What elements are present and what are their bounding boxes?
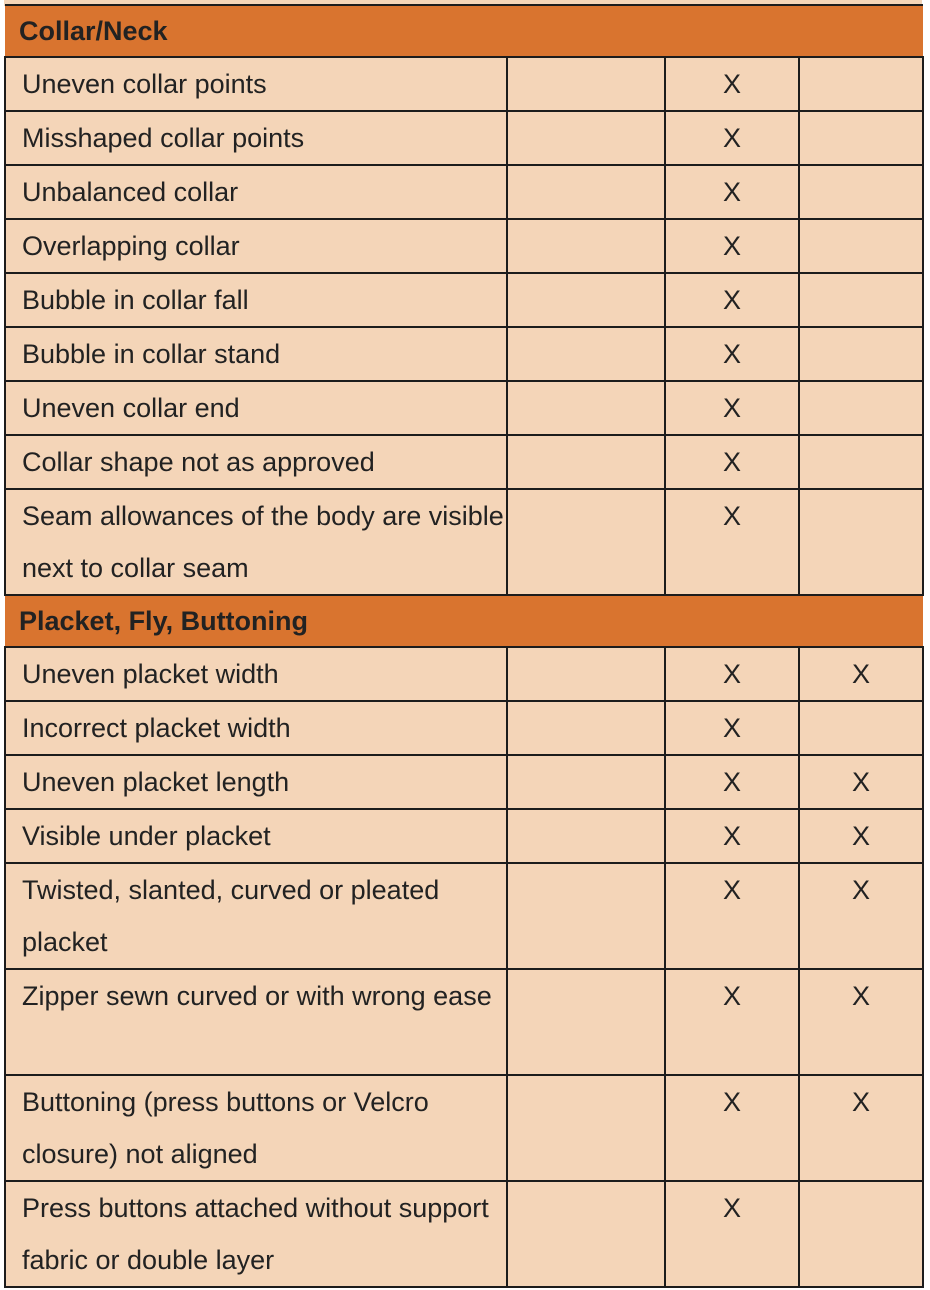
mark-cell-3 <box>799 381 923 435</box>
mark-cell-2: X <box>665 863 799 969</box>
mark-cell-2: X <box>665 809 799 863</box>
mark-cell-1 <box>507 701 665 755</box>
table-row <box>5 381 923 435</box>
mark-cell-3 <box>799 435 923 489</box>
section-title-placket-fly-buttoning: Placket, Fly, Buttoning <box>5 595 923 647</box>
mark-cell-1 <box>507 647 665 701</box>
defect-description: Visible under placket <box>5 809 507 863</box>
mark-cell-2: X <box>665 111 799 165</box>
section-header-row <box>5 595 923 647</box>
mark-cell-3 <box>799 489 923 595</box>
table-row <box>5 809 923 863</box>
mark-cell-1 <box>507 165 665 219</box>
mark-cell-1 <box>507 327 665 381</box>
mark-cell-3 <box>799 219 923 273</box>
mark-cell-3 <box>799 165 923 219</box>
defect-description: Uneven collar end <box>5 381 507 435</box>
table-row <box>5 647 923 701</box>
mark-cell-2: X <box>665 57 799 111</box>
defect-description: Press buttons attached without support fabric or double layer <box>5 1181 507 1287</box>
table-row <box>5 435 923 489</box>
mark-cell-1 <box>507 969 665 1075</box>
mark-cell-2: X <box>665 327 799 381</box>
table-row <box>5 489 923 595</box>
table-row <box>5 219 923 273</box>
mark-cell-3 <box>799 111 923 165</box>
section-title-collar-neck: Collar/Neck <box>5 5 923 57</box>
mark-cell-1 <box>507 381 665 435</box>
mark-cell-2: X <box>665 219 799 273</box>
mark-cell-2: X <box>665 647 799 701</box>
mark-cell-1 <box>507 111 665 165</box>
mark-cell-1 <box>507 1075 665 1181</box>
mark-cell-2: X <box>665 435 799 489</box>
mark-cell-2: X <box>665 969 799 1075</box>
table-row <box>5 57 923 111</box>
defect-description: Uneven placket length <box>5 755 507 809</box>
mark-cell-1 <box>507 755 665 809</box>
defect-description: Uneven placket width <box>5 647 507 701</box>
mark-cell-1 <box>507 863 665 969</box>
mark-cell-2: X <box>665 381 799 435</box>
mark-cell-2: X <box>665 701 799 755</box>
defect-description: Bubble in collar stand <box>5 327 507 381</box>
defect-description: Seam allowances of the body are visible next to collar seam <box>5 489 507 595</box>
mark-cell-3: X <box>799 969 923 1075</box>
mark-cell-3: X <box>799 809 923 863</box>
mark-cell-2: X <box>665 165 799 219</box>
table-row <box>5 273 923 327</box>
mark-cell-2: X <box>665 755 799 809</box>
defect-description: Zipper sewn curved or with wrong ease <box>5 969 507 1075</box>
mark-cell-1 <box>507 57 665 111</box>
mark-cell-1 <box>507 809 665 863</box>
mark-cell-3 <box>799 273 923 327</box>
mark-cell-1 <box>507 1181 665 1287</box>
table-row <box>5 969 923 1075</box>
mark-cell-2: X <box>665 489 799 595</box>
mark-cell-3 <box>799 57 923 111</box>
mark-cell-3 <box>799 701 923 755</box>
mark-cell-3: X <box>799 647 923 701</box>
mark-cell-1 <box>507 489 665 595</box>
section-header-row <box>5 5 923 57</box>
table-row <box>5 755 923 809</box>
table-row <box>5 863 923 969</box>
mark-cell-2: X <box>665 1075 799 1181</box>
mark-cell-3: X <box>799 755 923 809</box>
mark-cell-3: X <box>799 863 923 969</box>
mark-cell-3: X <box>799 1075 923 1181</box>
mark-cell-3 <box>799 1181 923 1287</box>
defect-description: Misshaped collar points <box>5 111 507 165</box>
table-row <box>5 1181 923 1287</box>
mark-cell-3 <box>799 327 923 381</box>
mark-cell-1 <box>507 273 665 327</box>
defect-description: Twisted, slanted, curved or pleated placket <box>5 863 507 969</box>
defect-description: Bubble in collar fall <box>5 273 507 327</box>
table-row <box>5 327 923 381</box>
mark-cell-2: X <box>665 1181 799 1287</box>
defect-checklist-table <box>4 4 922 1288</box>
defect-description: Buttoning (press buttons or Velcro closure) not aligned <box>5 1075 507 1181</box>
table-row <box>5 701 923 755</box>
table-row <box>5 165 923 219</box>
defect-description: Overlapping collar <box>5 219 507 273</box>
table-row <box>5 111 923 165</box>
defect-description: Collar shape not as approved <box>5 435 507 489</box>
defect-description: Unbalanced collar <box>5 165 507 219</box>
mark-cell-1 <box>507 435 665 489</box>
mark-cell-1 <box>507 219 665 273</box>
defect-description: Incorrect placket width <box>5 701 507 755</box>
defect-description: Uneven collar points <box>5 57 507 111</box>
mark-cell-2: X <box>665 273 799 327</box>
table-row <box>5 1075 923 1181</box>
